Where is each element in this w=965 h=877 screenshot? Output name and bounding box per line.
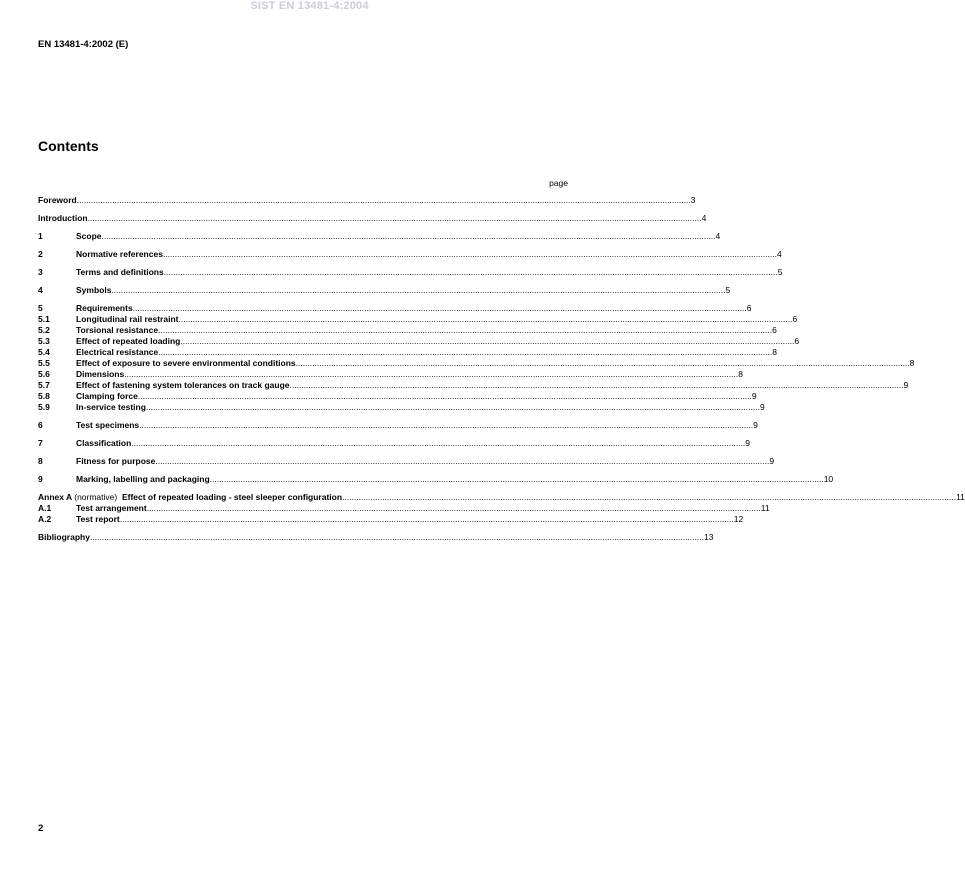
toc-page: 11 <box>760 503 770 513</box>
annex-subtitle: Effect of repeated loading - steel sleeper configuration <box>121 492 343 502</box>
toc-leader: .................................................................................................................................................................................................................................................................... <box>209 474 824 484</box>
toc-page: 5 <box>777 267 783 277</box>
toc-number: 2 <box>38 249 43 259</box>
toc-title: In-service testing <box>76 402 146 412</box>
toc-entry-a-2[interactable] <box>38 514 744 525</box>
toc-entry-scope[interactable] <box>38 231 721 242</box>
toc-page: 5 <box>725 285 731 295</box>
toc-page: 8 <box>772 347 777 357</box>
toc-entry-5-8[interactable] <box>38 391 757 402</box>
toc-number: 5.9 <box>38 402 50 412</box>
toc-leader: .................................................................................................................................................................................................................................................................... <box>76 195 691 205</box>
annex-qualifier: (normative) <box>74 492 118 502</box>
toc-entry-introduction[interactable] <box>38 213 707 224</box>
toc-title: Test arrangement <box>76 503 147 513</box>
toc-title: Effect of fastening system tolerances on track gauge <box>76 380 290 390</box>
toc-entry-5-9[interactable] <box>38 402 765 413</box>
toc-page: 9 <box>745 438 751 448</box>
toc-title: Requirements <box>76 303 133 313</box>
toc-number: 5.8 <box>38 391 50 401</box>
toc-leader: .................................................................................................................................................................................................................................................................... <box>180 336 795 346</box>
toc-entry-5-1[interactable] <box>38 314 798 325</box>
toc-leader: .................................................................................................................................................................................................................................................................... <box>119 514 734 524</box>
watermark: SIST EN 13481-4:2004 <box>250 0 369 12</box>
toc-number: A.1 <box>38 503 52 513</box>
toc-entry-5-7[interactable] <box>38 380 909 391</box>
toc-number: 5.2 <box>38 325 50 335</box>
toc-page: 8 <box>738 369 743 379</box>
toc-entry-symbols[interactable] <box>38 285 731 296</box>
toc-title: Effect of repeated loading <box>76 336 181 346</box>
toc-entry-normative-references[interactable] <box>38 249 782 260</box>
toc-entry-fitness[interactable] <box>38 456 775 467</box>
toc-page: 10 <box>823 474 834 484</box>
toc-title: Introduction <box>38 213 88 223</box>
toc-leader: .................................................................................................................................................................................................................................................................... <box>178 314 793 324</box>
toc-title: Bibliography <box>38 532 90 542</box>
toc-leader: .................................................................................................................................................................................................................................................................... <box>163 267 778 277</box>
toc-number: 5.5 <box>38 358 50 368</box>
toc-page: 3 <box>690 195 696 205</box>
toc-title: Terms and definitions <box>76 267 164 277</box>
toc-number: 5.1 <box>38 314 50 324</box>
toc-title: Normative references <box>76 249 163 259</box>
toc-entry-marking[interactable] <box>38 474 834 485</box>
toc-title: Scope <box>76 231 102 241</box>
toc-page: 4 <box>715 231 721 241</box>
toc-number: A.2 <box>38 514 52 524</box>
toc-entry-test-specimens[interactable] <box>38 420 758 431</box>
toc-leader: .................................................................................................................................................................................................................................................................... <box>87 213 702 223</box>
toc-leader: .................................................................................................................................................................................................................................................................... <box>137 391 752 401</box>
toc-page: 12 <box>733 514 744 524</box>
toc-page: 6 <box>792 314 798 324</box>
toc-title: Foreword <box>38 195 77 205</box>
toc-entry-classification[interactable] <box>38 438 751 449</box>
toc-entry-foreword[interactable] <box>38 195 696 206</box>
toc-page: 4 <box>701 213 707 223</box>
toc-number: 9 <box>38 474 43 484</box>
toc-number: 7 <box>38 438 43 448</box>
toc-entry-5-5[interactable] <box>38 358 915 369</box>
toc-page: 6 <box>794 336 800 346</box>
toc-title: Symbols <box>76 285 112 295</box>
toc-title: Longitudinal rail restraint <box>76 314 179 324</box>
toc-leader: .................................................................................................................................................................................................................................................................... <box>101 231 716 241</box>
page-title: Contents <box>38 138 99 154</box>
toc-leader: .................................................................................................................................................................................................................................................................... <box>146 503 761 513</box>
toc-page: 6 <box>746 303 752 313</box>
toc-leader: .................................................................................................................................................................................................................................................................... <box>289 380 904 390</box>
toc-title: Test specimens <box>76 420 140 430</box>
toc-number: 4 <box>38 285 43 295</box>
toc-leader: .................................................................................................................................................................................................................................................................... <box>124 369 739 379</box>
toc-entry-requirements[interactable] <box>38 303 752 314</box>
toc-leader: .................................................................................................................................................................................................................................................................... <box>158 325 773 335</box>
toc-leader: .................................................................................................................................................................................................................................................................... <box>295 358 910 368</box>
toc-leader: .................................................................................................................................................................................................................................................................... <box>145 402 760 412</box>
toc-page: 8 <box>909 358 915 368</box>
toc-number: 6 <box>38 420 43 430</box>
toc-leader: .................................................................................................................................................................................................................................................................... <box>111 285 726 295</box>
toc-leader: .................................................................................................................................................................................................................................................................... <box>162 249 777 259</box>
toc-title: Classification <box>76 438 132 448</box>
toc-entry-5-3[interactable] <box>38 336 800 347</box>
toc-page: 9 <box>753 420 758 430</box>
toc-entry-5-2[interactable] <box>38 325 777 336</box>
toc-title: Marking, labelling and packaging <box>76 474 210 484</box>
toc-leader: .................................................................................................................................................................................................................................................................... <box>342 492 957 502</box>
page-column-label: page <box>549 178 568 188</box>
page-number: 2 <box>38 823 44 834</box>
toc-leader: .................................................................................................................................................................................................................................................................... <box>139 420 754 430</box>
toc-leader: .................................................................................................................................................................................................................................................................... <box>155 456 770 466</box>
toc-page: 9 <box>903 380 909 390</box>
toc-number: 5.6 <box>38 369 50 379</box>
toc-entry-a-1[interactable] <box>38 503 770 514</box>
toc-entry-annex-a[interactable] <box>38 492 965 503</box>
toc-entry-5-6[interactable] <box>38 369 743 380</box>
toc-title: Electrical resistance <box>76 347 159 357</box>
toc-title: Dimensions <box>76 369 125 379</box>
table-of-contents <box>38 195 965 543</box>
toc-number: 1 <box>38 231 43 241</box>
toc-entry-bibliography[interactable] <box>38 532 714 543</box>
toc-number: 5.4 <box>38 347 50 357</box>
toc-page: 9 <box>769 456 775 466</box>
toc-title <box>38 492 342 503</box>
toc-number: 5 <box>38 303 43 313</box>
toc-title: Test report <box>76 514 120 524</box>
toc-number: 8 <box>38 456 43 466</box>
toc-number: 5.3 <box>38 336 50 346</box>
toc-leader: .................................................................................................................................................................................................................................................................... <box>89 532 704 542</box>
toc-page: 9 <box>759 402 765 412</box>
toc-title: Clamping force <box>76 391 138 401</box>
toc-entry-terms-definitions[interactable] <box>38 267 783 278</box>
toc-leader: .................................................................................................................................................................................................................................................................... <box>131 438 746 448</box>
document-id: EN 13481-4:2002 (E) <box>38 39 129 50</box>
toc-number: 5.7 <box>38 380 50 390</box>
annex-label: Annex A <box>38 492 72 502</box>
toc-entry-5-4[interactable] <box>38 347 777 358</box>
toc-page: 6 <box>772 325 777 335</box>
toc-leader: .................................................................................................................................................................................................................................................................... <box>132 303 747 313</box>
toc-page: 9 <box>751 391 757 401</box>
toc-page: 4 <box>776 249 782 259</box>
toc-leader: .................................................................................................................................................................................................................................................................... <box>158 347 773 357</box>
toc-page: 11 <box>956 492 965 502</box>
toc-number: 3 <box>38 267 43 277</box>
toc-title: Fitness for purpose <box>76 456 156 466</box>
toc-title: Torsional resistance <box>76 325 159 335</box>
toc-page: 13 <box>703 532 714 542</box>
toc-title: Effect of exposure to severe environmental conditions <box>76 358 296 368</box>
